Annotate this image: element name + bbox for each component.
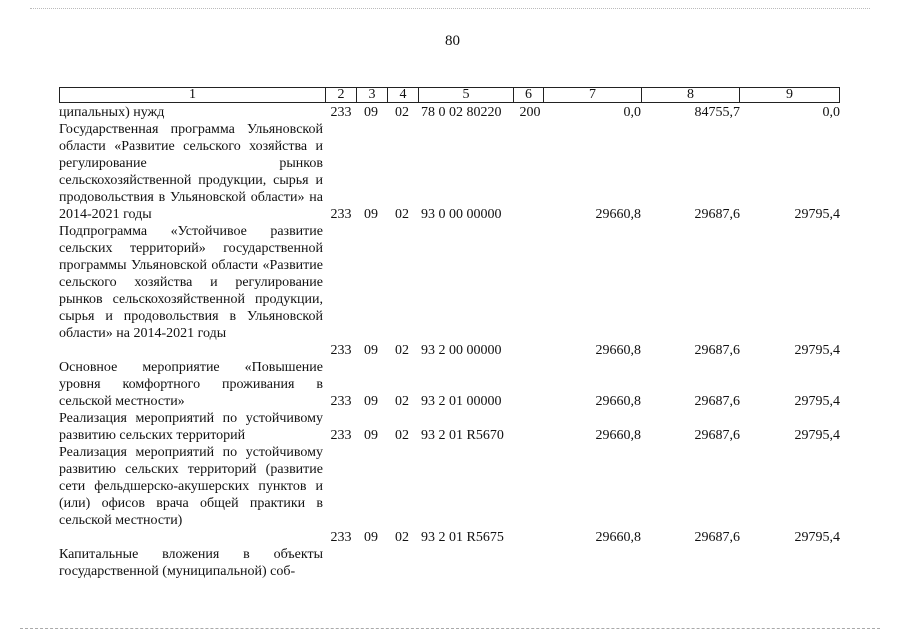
table-row	[59, 410, 841, 444]
cell-amount-col9: 29795,4	[794, 207, 840, 222]
page-number: 80	[445, 33, 460, 49]
column-header-6: 6	[514, 88, 544, 103]
cell-section: 09	[364, 343, 378, 358]
table-row	[59, 444, 841, 546]
column-header-4: 4	[388, 88, 419, 103]
row-values	[59, 393, 841, 410]
budget-table-body	[59, 104, 841, 580]
cell-subsection: 02	[395, 207, 409, 222]
column-header-3: 3	[357, 88, 388, 103]
cell-amount-col7: 29660,8	[595, 207, 641, 222]
row-values	[59, 104, 841, 121]
cell-amount-col8: 29687,6	[694, 343, 740, 358]
column-header-2: 2	[326, 88, 357, 103]
cell-ministry-code: 233	[330, 343, 352, 358]
table-row	[59, 546, 841, 580]
row-description: Подпрограмма «Устойчивое развитие сельских территорий» государственной программы Ульяновской области «Развитие сельского хозяйства и регулирование рынков сельскохозяйственной продукции, сырья и продовольствия в Ульяновской области» на 2014-2021 годы	[59, 224, 323, 341]
column-header-9: 9	[740, 88, 840, 103]
row-description: Капитальные вложения в объекты государственной (муниципальной) соб-	[59, 547, 323, 579]
cell-ministry-code: 233	[330, 105, 352, 120]
cell-amount-col8: 84755,7	[694, 105, 740, 120]
cell-target-article: 93 2 01 R5670	[421, 428, 504, 443]
cell-amount-col9: 29795,4	[794, 428, 840, 443]
cell-target-article: 93 2 01 00000	[421, 394, 502, 409]
column-header-8: 8	[642, 88, 740, 103]
row-description: Реализация мероприятий по устойчивому развитию сельских территорий (развитие сети фельдшерско-акушерских пунктов и (или) офисов врача общей практики в сельской местности)	[59, 445, 323, 528]
cell-subsection: 02	[395, 343, 409, 358]
cell-amount-col8: 29687,6	[694, 428, 740, 443]
cell-subsection: 02	[395, 394, 409, 409]
cell-amount-col8: 29687,6	[694, 207, 740, 222]
cell-amount-col7: 0,0	[623, 105, 641, 120]
cell-subsection: 02	[395, 428, 409, 443]
row-values	[59, 342, 841, 359]
row-values	[59, 206, 841, 223]
cell-amount-col8: 29687,6	[694, 394, 740, 409]
table-row	[59, 104, 841, 121]
cell-amount-col7: 29660,8	[595, 428, 641, 443]
cell-section: 09	[364, 207, 378, 222]
cell-subsection: 02	[395, 530, 409, 545]
cell-target-article: 93 2 00 00000	[421, 343, 502, 358]
column-header-7: 7	[544, 88, 642, 103]
cell-section: 09	[364, 428, 378, 443]
cell-section: 09	[364, 394, 378, 409]
cell-expense-type: 200	[519, 105, 541, 120]
table-row	[59, 223, 841, 359]
cell-section: 09	[364, 105, 378, 120]
row-description: Реализация мероприятий по устойчивому развитию сельских территорий	[59, 411, 323, 443]
cell-ministry-code: 233	[330, 394, 352, 409]
cell-amount-col9: 29795,4	[794, 394, 840, 409]
cell-ministry-code: 233	[330, 207, 352, 222]
scan-edge-top	[30, 8, 870, 9]
cell-ministry-code: 233	[330, 530, 352, 545]
row-values	[59, 427, 841, 444]
column-number-header	[59, 87, 840, 103]
cell-amount-col9: 29795,4	[794, 530, 840, 545]
cell-ministry-code: 233	[330, 428, 352, 443]
row-description: Государственная программа Ульяновской области «Развитие сельского хозяйства и регулирование рынков сельскохозяйственной продукции, сырья и продовольствия в Ульяновской области» на 2014-2021 годы	[59, 122, 323, 222]
row-values	[59, 529, 841, 546]
scan-edge-bottom	[20, 628, 880, 629]
cell-amount-col9: 0,0	[822, 105, 840, 120]
cell-amount-col7: 29660,8	[595, 530, 641, 545]
cell-amount-col7: 29660,8	[595, 343, 641, 358]
cell-section: 09	[364, 530, 378, 545]
cell-amount-col7: 29660,8	[595, 394, 641, 409]
column-header-5: 5	[419, 88, 514, 103]
cell-subsection: 02	[395, 105, 409, 120]
cell-target-article: 93 2 01 R5675	[421, 530, 504, 545]
row-description: Основное мероприятие «Повышение уровня комфортного проживания в сельской местности»	[59, 360, 323, 409]
column-header-1: 1	[60, 88, 326, 103]
table-row	[59, 121, 841, 223]
row-description: ципальных) нужд	[59, 105, 165, 120]
cell-amount-col8: 29687,6	[694, 530, 740, 545]
cell-target-article: 78 0 02 80220	[421, 105, 502, 120]
cell-target-article: 93 0 00 00000	[421, 207, 502, 222]
cell-amount-col9: 29795,4	[794, 343, 840, 358]
table-row	[59, 359, 841, 410]
